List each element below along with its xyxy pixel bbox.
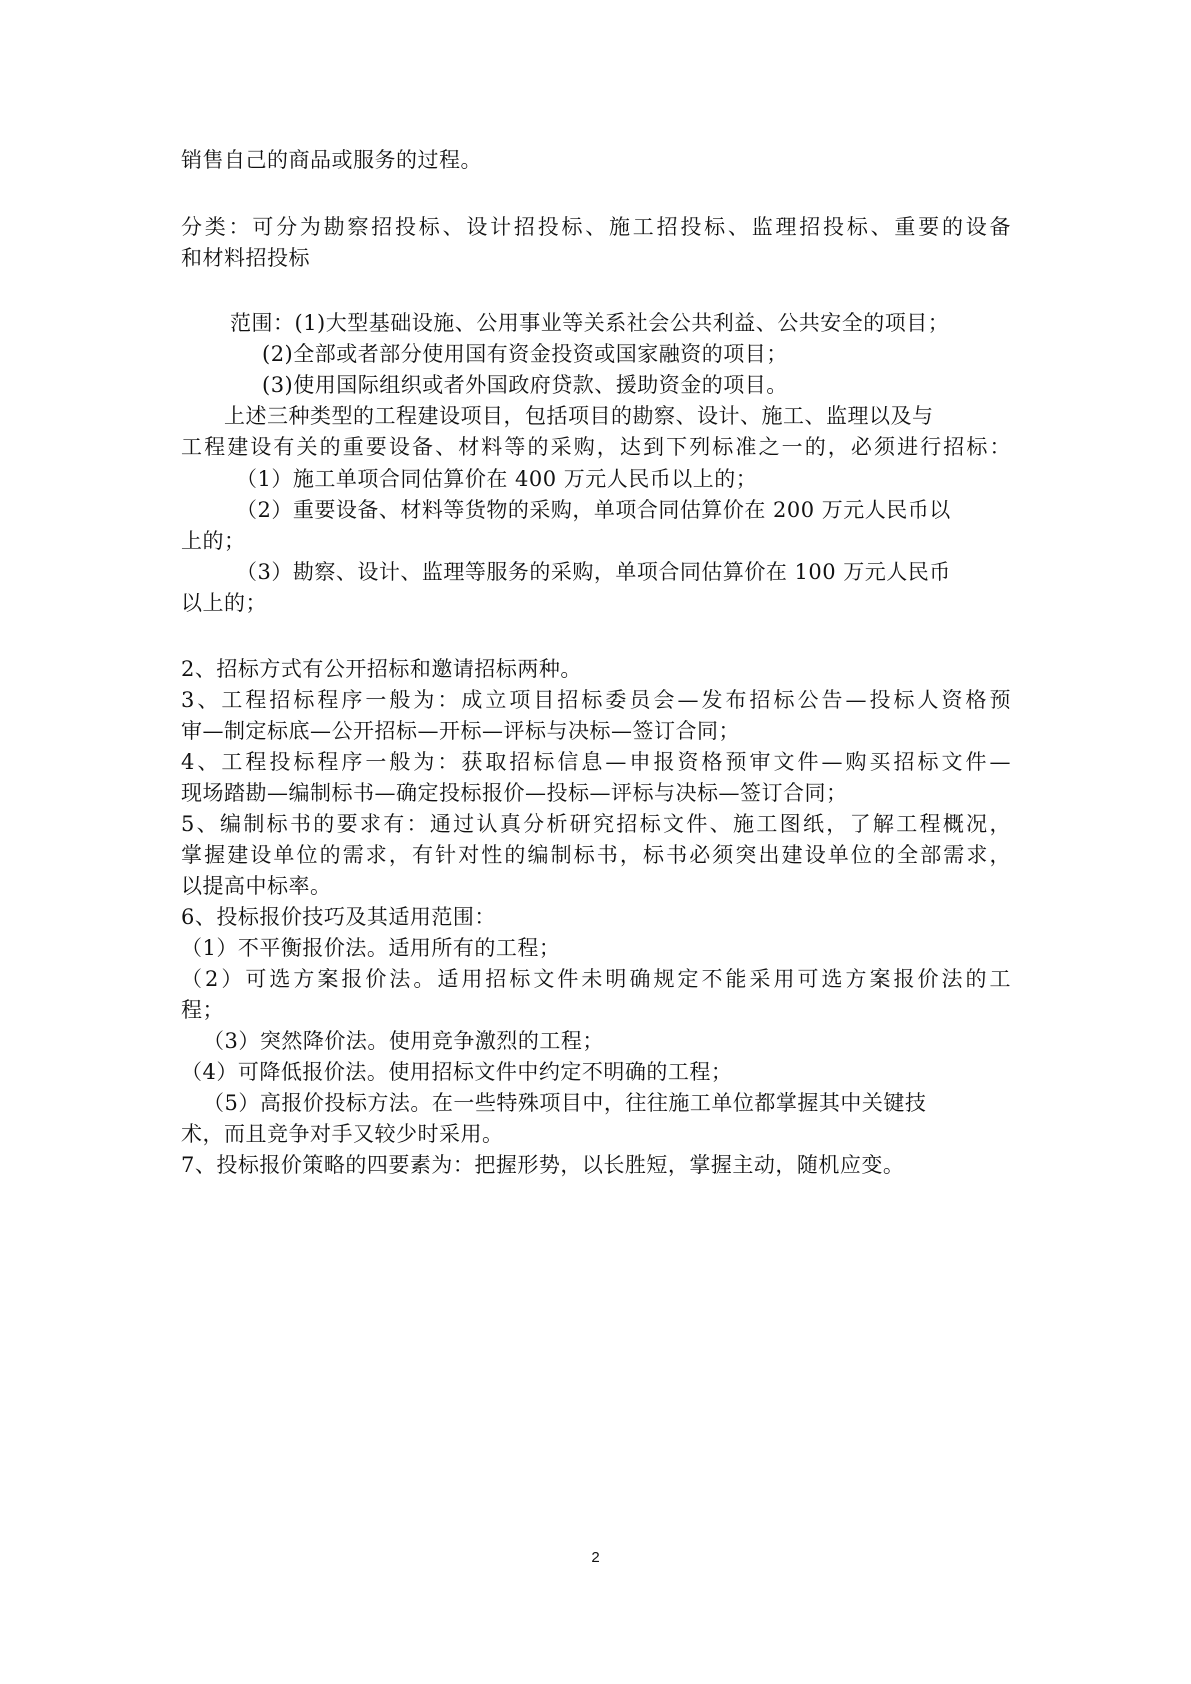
text-line: 上述三种类型的工程建设项目，包括项目的勘察、设计、施工、监理以及与 <box>224 404 934 428</box>
text-line: （3）勘察、设计、监理等服务的采购，单项合同估算价在 100 万元人民币 <box>236 560 951 584</box>
text-line: 掌握建设单位的需求，有针对性的编制标书，标书必须突出建设单位的全部需求， <box>181 843 1011 867</box>
page-number: 2 <box>591 1549 600 1566</box>
text-line: 7、投标报价策略的四要素为：把握形势，以长胜短，掌握主动，随机应变。 <box>181 1153 905 1177</box>
text-line: （1）不平衡报价法。适用所有的工程； <box>181 936 561 960</box>
text-line: 6、投标报价技巧及其适用范围： <box>181 905 496 929</box>
text-line: （1）施工单项合同估算价在 400 万元人民币以上的； <box>236 467 758 491</box>
text-line: 以上的； <box>181 591 267 615</box>
text-line: 上的； <box>181 529 246 553</box>
text-line: 2、招标方式有公开招标和邀请招标两种。 <box>181 657 582 681</box>
text-line: 范围：(1)大型基础设施、公用事业等关系社会公共利益、公共安全的项目； <box>230 311 950 335</box>
text-line: 4、工程投标程序一般为：获取招标信息—申报资格预审文件—购买招标文件— <box>181 750 1011 774</box>
text-line: 3、工程招标程序一般为：成立项目招标委员会—发布招标公告—投标人资格预 <box>181 688 1011 712</box>
text-line: 销售自己的商品或服务的过程。 <box>181 148 482 172</box>
text-line: 5、编制标书的要求有：通过认真分析研究招标文件、施工图纸，了解工程概况， <box>181 812 1011 836</box>
text-line: 审—制定标底—公开招标—开标—评标与决标—签订合同； <box>181 719 740 743</box>
text-line: （5）高报价投标方法。在一些特殊项目中，往往施工单位都掌握其中关键技 <box>203 1091 927 1115</box>
text-line: （3）突然降价法。使用竞争激烈的工程； <box>203 1029 604 1053</box>
text-line: 和材料招投标 <box>181 246 310 270</box>
text-line: 以提高中标率。 <box>181 874 332 898</box>
text-line: 术，而且竞争对手又较少时采用。 <box>181 1122 504 1146</box>
text-line: 程； <box>181 998 224 1022</box>
text-line: 现场踏勘—编制标书—确定投标报价—投标—评标与决标—签订合同； <box>181 781 848 805</box>
text-line: （4）可降低报价法。使用招标文件中约定不明确的工程； <box>181 1060 733 1084</box>
text-line: 工程建设有关的重要设备、材料等的采购，达到下列标准之一的，必须进行招标： <box>181 435 1011 459</box>
text-line: （2）可选方案报价法。适用招标文件未明确规定不能采用可选方案报价法的工 <box>181 967 1011 991</box>
text-line: (2)全部或者部分使用国有资金投资或国家融资的项目； <box>262 342 788 366</box>
text-line: 分类：可分为勘察招投标、设计招投标、施工招投标、监理招投标、重要的设备 <box>181 215 1011 239</box>
text-line: (3)使用国际组织或者外国政府贷款、援助资金的项目。 <box>262 373 788 397</box>
text-line: （2）重要设备、材料等货物的采购，单项合同估算价在 200 万元人民币以 <box>236 498 951 522</box>
